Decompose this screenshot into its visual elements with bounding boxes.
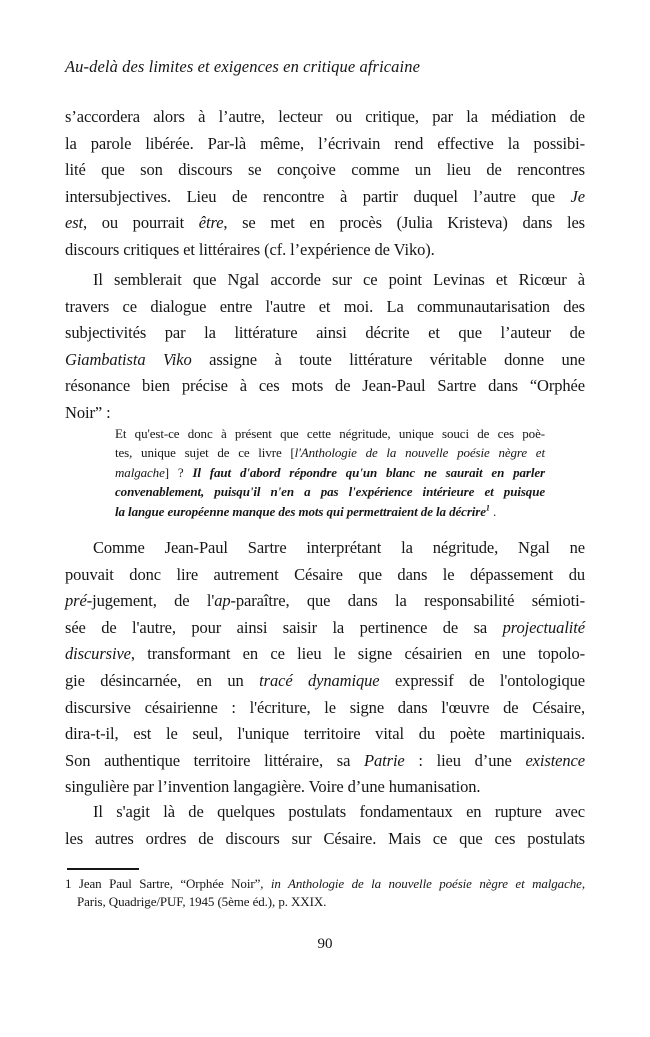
text-line: la parole libérée. Par-là même, l’écrivain rend effective la possibi- <box>65 133 585 153</box>
block-quote <box>115 424 545 521</box>
page-number: 90 <box>317 936 333 952</box>
text-line: singulière par l’invention langagière. Voire d’une humanisation. <box>65 777 481 797</box>
styled-text: ap <box>214 591 231 611</box>
styled-text: Il faut d'abord répondre qu'un blanc ne saurait en parler <box>192 464 546 480</box>
body-paragraph-3 <box>65 535 585 801</box>
styled-text: existence <box>525 750 585 770</box>
text-line: Et qu'est-ce donc à présent que cette négritude, unique souci de ces poè- <box>115 426 545 441</box>
text-line: Paris, Quadrige/PUF, 1945 (5ème éd.), p. XXIX. <box>77 893 327 909</box>
styled-text: projectualité <box>502 617 585 637</box>
text-line: travers ce dialogue entre l'autre et moi. La communautarisation des <box>65 296 585 316</box>
styled-text: être <box>198 213 224 233</box>
styled-text: tracé dynamique <box>259 670 380 690</box>
text-line: Noir” : <box>65 402 111 422</box>
body-paragraph-2 <box>65 267 585 427</box>
text-line: la langue européenne manque des mots qui permettraient de la décrire$^1$ . <box>115 503 497 519</box>
styled-text: discursive <box>65 644 131 664</box>
styled-text: Giambatista Viko <box>65 349 192 369</box>
text-line: Son authentique territoire littéraire, sa Patrie : lieu d’une existence <box>65 750 585 770</box>
footnote <box>65 875 585 910</box>
styled-text: Patrie <box>364 750 405 770</box>
text-line: sée de l'autre, pour ainsi saisir la pertinence de sa projectualité <box>65 617 585 637</box>
styled-text: in Anthologie de la nouvelle poésie nègre et malgache <box>270 876 582 891</box>
text-line: pouvait donc lire autrement Césaire que dans le dépassement du <box>65 564 585 584</box>
text-line: dira-t-il, est le seul, l'unique territoire vital du poète martiniquais. <box>65 724 585 744</box>
text-line: gie désincarnée, en un tracé dynamique expressif de l'ontologique <box>65 670 585 690</box>
text-line <box>115 482 545 501</box>
styled-text: l'Anthologie de la nouvelle poésie nègre et <box>294 445 545 461</box>
footnote-reference: 1 <box>485 503 490 513</box>
text-line <box>65 55 585 79</box>
text-line: pré-jugement, de l'ap-paraître, que dans la responsabilité sémioti- <box>65 591 585 611</box>
text-line: Giambatista Viko assigne à toute littérature véritable donne une <box>65 349 585 369</box>
text-line: tes, unique sujet de ce livre [l'Anthologie de la nouvelle poésie nègre et <box>115 445 545 461</box>
text-line: Comme Jean-Paul Sartre interprétant la négritude, Ngal ne <box>93 538 585 557</box>
text-line: discours critiques et littéraires (cf. l’expérience de Viko). <box>65 239 435 259</box>
text-line: discursive césairienne : l'écriture, le signe dans l'œuvre de Césaire, <box>65 697 585 717</box>
text-line: subjectivités par la littérature ainsi décrite et que l’auteur de <box>65 323 585 343</box>
text-line: Il semblerait que Ngal accorde sur ce point Levinas et Ricœur à <box>93 270 585 289</box>
footnote-separator-rule <box>67 868 139 870</box>
styled-text: convenablement, puisqu'il n'en a pas l'expérience intérieure et puisque <box>115 484 545 500</box>
running-head <box>65 55 585 79</box>
text-line: intersubjectives. Lieu de rencontre à partir duquel l’autre que Je <box>65 186 585 206</box>
text-line: est, ou pourrait être, se met en procès (Julia Kristeva) dans les <box>65 213 585 233</box>
styled-text: pré <box>65 591 87 611</box>
styled-text: malgache <box>115 464 165 480</box>
text-line: 1 Jean Paul Sartre, “Orphée Noir”, in Anthologie de la nouvelle poésie nègre et malgache, <box>65 876 585 891</box>
styled-text: Je <box>570 186 585 206</box>
text-line: s’accordera alors à l’autre, lecteur ou critique, par la médiation de <box>65 107 585 126</box>
body-paragraph-4 <box>65 799 585 852</box>
text-line: Il s'agit là de quelques postulats fondamentaux en rupture avec <box>93 802 585 821</box>
text-line: résonance bien précise à ces mots de Jean-Paul Sartre dans “Orphée <box>65 376 585 396</box>
text-line: malgache] ? Il faut d'abord répondre qu'un blanc ne saurait en parler <box>115 464 546 480</box>
styled-text: Au-delà des limites et exigences en critique africaine <box>65 57 420 76</box>
text-line: les autres ordres de discours sur Césaire. Mais ce que ces postulats <box>65 828 585 848</box>
text-line: lité que son discours se conçoive comme un lieu de rencontres <box>65 160 585 180</box>
styled-text: la langue européenne manque des mots qui permettraient de la décrire <box>115 503 486 519</box>
body-paragraph-1 <box>65 104 585 264</box>
styled-text: est <box>65 213 84 233</box>
text-line: discursive, transformant en ce lieu le signe césairien en une topolo- <box>65 644 585 664</box>
